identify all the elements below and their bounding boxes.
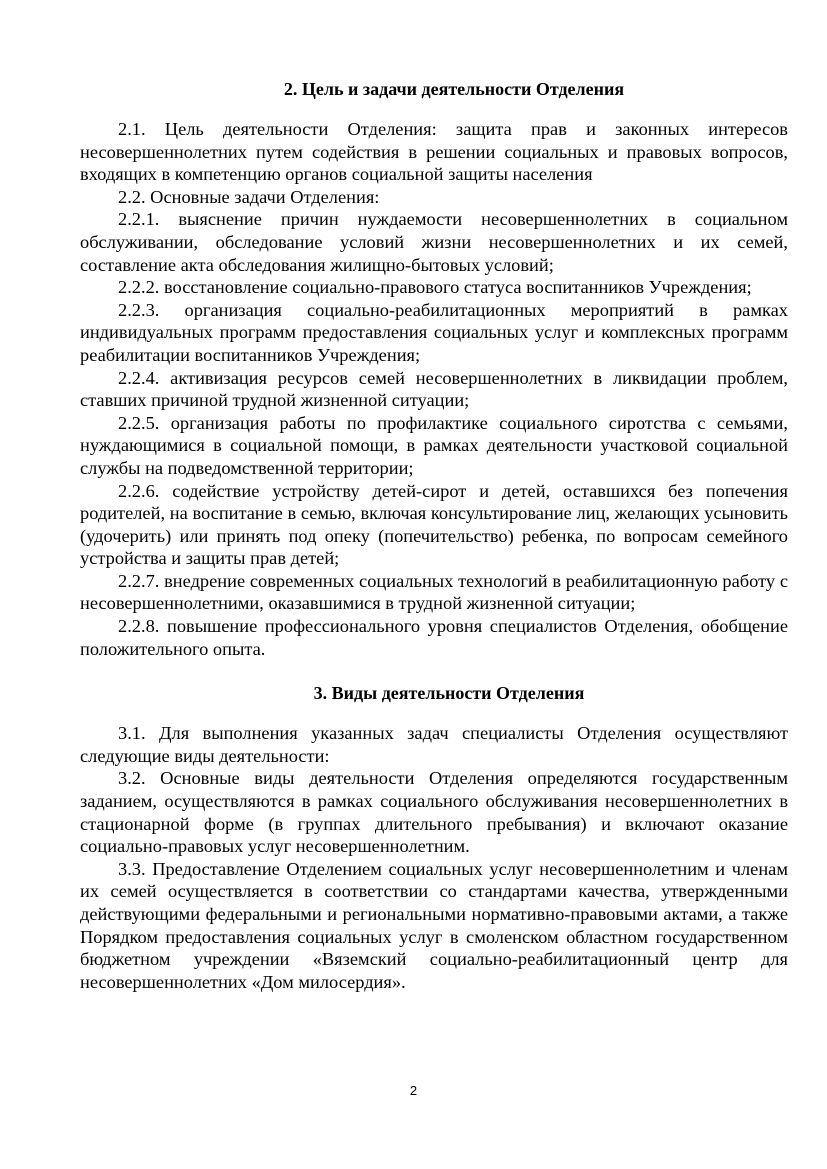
section-3 — [80, 682, 788, 993]
page-number: 2 — [409, 1083, 418, 1098]
paragraph-2-2-5: 2.2.5. организация работы по профилактике социального сиротства с семьями, нуждающимися в социальной помощи, в рамках деятельности участковой социальной службы на подведомственной территории; — [80, 412, 788, 478]
paragraph-2-2-1: 2.2.1. выяснение причин нуждаемости несовершеннолетних в социальном обслуживании, обследование условий жизни несовершеннолетних и их семей, составление акта обследования жилищно-бытовых условий; — [80, 209, 788, 275]
section-3-paragraphs — [80, 722, 788, 993]
paragraph-3-1: 3.1. Для выполнения указанных задач специалисты Отделения осуществляют следующие виды деятельности: — [80, 723, 788, 766]
paragraph-2-2-4: 2.2.4. активизация ресурсов семей несовершеннолетних в ликвидации проблем, ставших причиной трудной жизненной ситуации; — [80, 367, 788, 411]
paragraph-2-2-6: 2.2.6. содействие устройству детей-сирот и детей, оставшихся без попечения родителей, на воспитание в семью, включая консультирование лиц, желающих усыновить (удочерить) или принять под опеку (попечительство) ребенка, по вопросам семейного устройства и защиты прав детей; — [80, 480, 788, 569]
paragraph-2-1: 2.1. Цель деятельности Отделения: защита прав и законных интересов несовершеннолетних путем содействия в решении социальных и правовых вопросов, входящих в компетенцию органов социальной защиты населения — [80, 119, 788, 185]
section-3-title: 3. Виды деятельности Отделения — [313, 683, 585, 704]
section-2 — [80, 78, 788, 660]
document-page — [80, 78, 788, 993]
paragraph-2-2-2: 2.2.2. восстановление социально-правового статуса воспитанников Учреждения; — [118, 277, 752, 298]
paragraph-3-2: 3.2. Основные виды деятельности Отделения определяются государственным заданием, осуществляются в рамках социального обслуживания несовершеннолетних в стационарной форме (в группах длительного пребывания) и включают оказание социально-правовых услуг несовершеннолетним. — [80, 768, 788, 857]
paragraph-3-3: 3.3. Предоставление Отделением социальных услуг несовершеннолетним и членам их семей осуществляется в соответствии со стандартами качества, утвержденными действующими федеральными и региональными нормативно-правовыми актами, а также Порядком предоставления социальных услуг в смоленском областном государственном бюджетном учреждении «Вяземский социально-реабилитационный центр для несовершеннолетних «Дом милосердия». — [80, 858, 788, 992]
section-2-paragraphs — [80, 118, 788, 660]
paragraph-2-2-3: 2.2.3. организация социально-реабилитационных мероприятий в рамках индивидуальных программ предоставления социальных услуг и комплексных программ реабилитации воспитанников Учреждения; — [80, 299, 788, 365]
section-2-title: 2. Цель и задачи деятельности Отделения — [283, 79, 625, 99]
paragraph-2-2-8: 2.2.8. повышение профессионального уровня специалистов Отделения, обобщение положительного опыта. — [80, 616, 788, 659]
paragraph-2-2: 2.2. Основные задачи Отделения: — [118, 186, 380, 207]
paragraph-2-2-7: 2.2.7. внедрение современных социальных технологий в реабилитационную работу с несовершеннолетними, оказавшимися в трудной жизненной ситуации; — [80, 570, 788, 614]
